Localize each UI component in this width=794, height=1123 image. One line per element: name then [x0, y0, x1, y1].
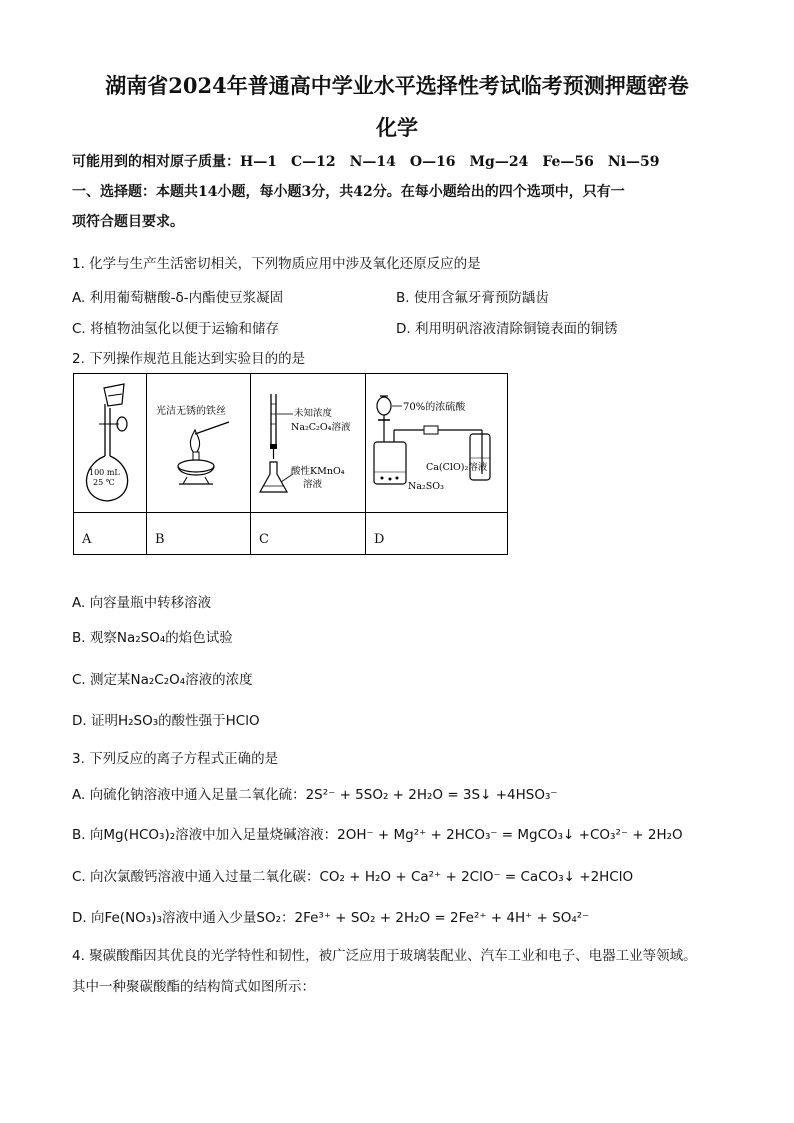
apparatus-label-a: A — [74, 513, 147, 555]
flask-volume-label: 100 mL — [89, 468, 120, 477]
q2-stem: 2. 下列操作规范且能达到实验目的的是 — [72, 351, 306, 367]
q2-option-a: A. 向容量瓶中转移溶液 — [72, 595, 212, 611]
document-title: 湖南省2024年普通高中学业水平选择性考试临考预测押题密卷 — [105, 73, 689, 98]
apparatus-label-c: C — [251, 513, 366, 555]
kmno4-solution-label: 溶液 — [303, 479, 323, 490]
q1-option-a: A. 利用葡萄糖酸-δ-内酯使豆浆凝固 — [72, 290, 284, 306]
q4-line1: 4. 聚碳酸酯因其优良的光学特性和韧性，被广泛应用于玻璃装配业、汽车工业和电子、电器工业等领域。 — [72, 948, 697, 964]
subject-title: 化学 — [376, 115, 418, 140]
apparatus-a-cell — [74, 374, 147, 513]
flame-test-diagram — [147, 374, 250, 508]
apparatus-b-cell — [147, 374, 251, 513]
q2-option-d: D. 证明H₂SO₃的酸性强于HClO — [72, 713, 260, 729]
q1-option-b: B. 使用含氟牙膏预防龋齿 — [396, 290, 549, 306]
unknown-conc-label: 未知浓度 — [294, 408, 333, 419]
apparatus-table — [73, 373, 508, 555]
q1-option-c: C. 将植物油氢化以便于运输和储存 — [72, 321, 280, 337]
flask-temp-label: 25 ℃ — [93, 478, 115, 487]
q3-option-a: A. 向硫化钠溶液中通入足量二氧化硫：2S²⁻ + 5SO₂ + 2H₂O = 3S↓ +4HSO₃⁻ — [72, 787, 558, 803]
gas-generation-diagram — [366, 374, 507, 508]
q2-option-b: B. 观察Na₂SO₄的焰色试验 — [72, 630, 233, 646]
q2-option-c: C. 测定某Na₂C₂O₄溶液的浓度 — [72, 672, 253, 688]
apparatus-label-b: B — [147, 513, 251, 555]
sodium-sulfite-label: Na₂SO₃ — [408, 481, 444, 492]
q3-option-d: D. 向Fe(NO₃)₃溶液中通入少量SO₂：2Fe³⁺ + SO₂ + 2H₂O = 2Fe²⁺ + 4H⁺ + SO₄²⁻ — [72, 910, 590, 926]
apparatus-c-cell — [251, 374, 366, 513]
apparatus-d-cell — [366, 374, 508, 513]
iron-wire-label: 光洁无锈的铁丝 — [156, 406, 226, 417]
q3-option-b: B. 向Mg(HCO₃)₂溶液中加入足量烧碱溶液：2OH⁻ + Mg²⁺ + 2HCO₃⁻ = MgCO₃↓ +CO₃²⁻ + 2H₂O — [72, 827, 683, 843]
q4-line2: 其中一种聚碳酸酯的结构简式如图所示： — [72, 979, 315, 995]
kmno4-label: 酸性KMnO₄ — [291, 466, 345, 477]
atomic-masses: 可能用到的相对原子质量：H—1 C—12 N—14 O—16 Mg—24 Fe—56 Ni—59 — [72, 154, 660, 170]
volumetric-flask-diagram — [74, 374, 146, 508]
titration-diagram — [251, 374, 365, 508]
apparatus-label-d: D — [366, 513, 508, 555]
q1-option-d: D. 利用明矾溶液清除铜镜表面的铜锈 — [396, 321, 618, 337]
section-heading-line1: 一、选择题：本题共14小题，每小题3分，共42分。在每小题给出的四个选项中，只有一 — [72, 184, 625, 200]
q1-stem: 1. 化学与生产生活密切相关，下列物质应用中涉及氧化还原反应的是 — [72, 256, 481, 272]
calcium-hypochlorite-label: Ca(ClO)₂溶液 — [426, 462, 488, 473]
oxalate-solution-label: Na₂C₂O₄溶液 — [291, 422, 351, 433]
q3-stem: 3. 下列反应的离子方程式正确的是 — [72, 751, 279, 767]
q3-option-c: C. 向次氯酸钙溶液中通入过量二氧化碳：CO₂ + H₂O + Ca²⁺ + 2ClO⁻ = CaCO₃↓ +2HClO — [72, 869, 634, 885]
sulfuric-acid-label: 70%的浓硫酸 — [403, 402, 466, 413]
section-heading-line2: 项符合题目要求。 — [72, 214, 184, 230]
